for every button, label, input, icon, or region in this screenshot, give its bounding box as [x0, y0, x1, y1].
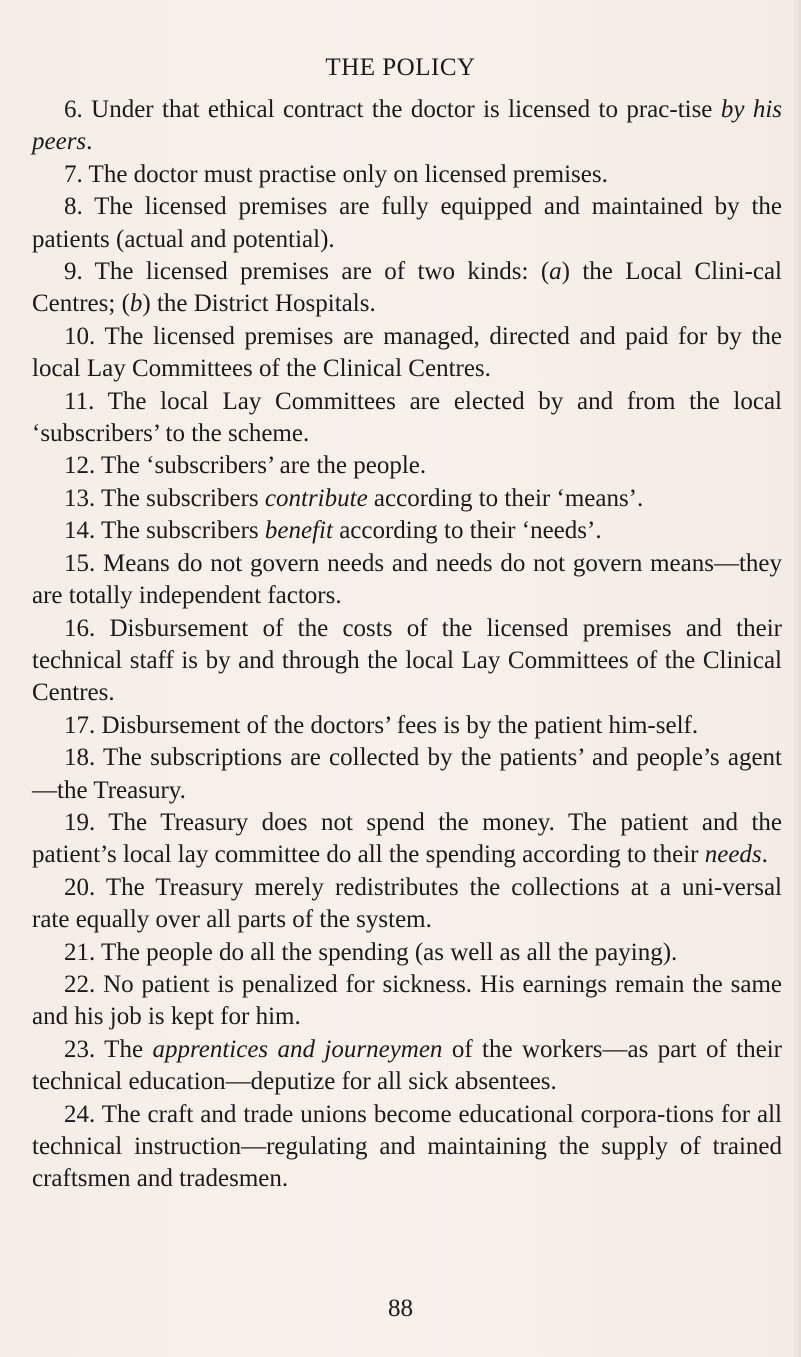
paragraph — [32, 1099, 782, 1196]
text-run: 8. The licensed premises are fully equipped and maintained by the patients (actual and potential). — [32, 193, 782, 253]
paragraph — [32, 256, 782, 321]
text-run: 21. The people do all the spending (as well as all the paying). — [64, 938, 678, 966]
text-run: ) the Local Clini-cal Centres; ( — [32, 258, 782, 318]
paragraph — [32, 937, 782, 969]
page-number: 88 — [388, 1295, 413, 1322]
text-run: 19. The Treasury does not spend the money. The patient and the patient’s local lay committee do all the spending according to their — [32, 808, 782, 869]
text-run: 17. Disbursement of the doctors’ fees is by the patient him-self. — [64, 711, 699, 739]
text-run: according to their ‘needs’. — [332, 517, 602, 545]
running-head: THE POLICY — [325, 54, 476, 81]
paragraph — [32, 94, 782, 159]
italic-text: b — [129, 290, 143, 318]
paragraph — [32, 321, 782, 386]
paragraph — [32, 159, 782, 191]
text-run: 22. No patient is penalized for sickness. His earnings remain the same and his job is kept for him. — [32, 970, 782, 1031]
italic-text: benefit — [264, 517, 333, 545]
paragraph — [32, 1034, 782, 1099]
text-run: 14. The subscribers — [64, 517, 265, 545]
text-run: 10. The licensed premises are managed, directed and paid for by the local Lay Committees of the Clinical Centres. — [32, 322, 782, 383]
text-run: 9. The licensed premises are of two kinds: ( — [64, 258, 550, 286]
text-run: of the workers—as part of their technical education—deputize for all sick absentees. — [32, 1035, 782, 1096]
paragraph — [32, 483, 782, 515]
paragraph — [32, 191, 782, 256]
paragraph — [32, 386, 782, 451]
text-run: 13. The subscribers — [64, 484, 265, 512]
italic-text: by his peers — [32, 96, 782, 156]
text-run: 18. The subscriptions are collected by the patients’ and people’s agent—the Treasury. — [32, 744, 782, 804]
text-run: . — [86, 128, 93, 156]
italic-text: apprentices and journeymen — [152, 1035, 443, 1063]
text-run: 16. Disbursement of the costs of the licensed premises and their technical staff is by and through the local Lay Committees of the Clinical Centres. — [32, 614, 782, 707]
text-run: 12. The ‘subscribers’ are the people. — [64, 452, 427, 480]
italic-text: contribute — [264, 484, 368, 512]
text-run: 23. The — [64, 1035, 153, 1063]
text-run: 24. The craft and trade unions become educational corpora-tions for all technical instruction—regulating and maintaining the supply of trained craftsmen and tradesmen. — [32, 1100, 782, 1193]
paragraph — [32, 807, 782, 872]
text-run: 6. Under that ethical contract the doctor is licensed to prac-tise — [64, 96, 721, 123]
text-run: . — [761, 841, 768, 869]
paragraph — [32, 515, 782, 547]
italic-text: needs — [704, 841, 762, 869]
paragraph — [32, 969, 782, 1034]
text-run: ) the District Hospitals. — [142, 290, 376, 318]
text-run: 7. The doctor must practise only on licensed premises. — [64, 160, 608, 188]
text-run: according to their ‘means’. — [367, 484, 644, 512]
paragraph — [32, 613, 782, 710]
text-run: 11. The local Lay Committees are elected by and from the local ‘subscribers’ to the scheme. — [32, 387, 782, 448]
body-text — [32, 94, 782, 1196]
italic-text: a — [549, 258, 562, 286]
paragraph — [32, 450, 782, 482]
paragraph — [32, 742, 782, 807]
paragraph — [32, 710, 782, 742]
paragraph — [32, 872, 782, 937]
text-run: 20. The Treasury merely redistributes the collections at a uni-versal rate equally over all parts of the system. — [32, 873, 782, 934]
text-run: 15. Means do not govern needs and needs do not govern means—they are totally independent factors. — [32, 549, 782, 610]
paragraph — [32, 548, 782, 613]
